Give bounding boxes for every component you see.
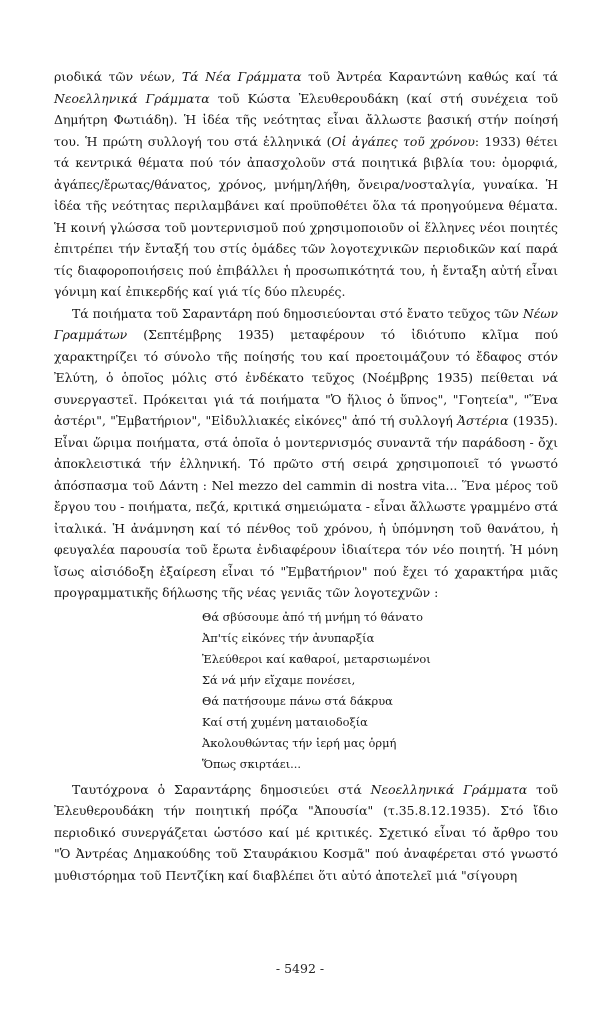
paragraph-3 bbox=[54, 779, 558, 887]
poem-line: Ἐλεύθεροι καί καθαροί, μεταρσιωμένοι bbox=[202, 651, 431, 666]
italic-title: Νεοελληνικά Γράμματα bbox=[54, 90, 210, 106]
poem-line: Σά νά μήν εἴχαμε πονέσει, bbox=[202, 672, 356, 687]
poem-line: Καί στή χυμένη ματαιοδοξία bbox=[202, 714, 368, 729]
poem-line: Ὅπως σκιρτάει... bbox=[202, 756, 302, 771]
page-body bbox=[54, 66, 558, 886]
italic-title: Ἀστέρια bbox=[457, 413, 509, 428]
text-run: τοῦ Κώστα Ἐλευθερουδάκη (καί στή συνέχεια τοῦ Δημήτρη Φωτιάδη). Ἡ ἰδέα τῆς νεότητας εἶναι ἄλλωστε βασική στήν ποίησή του. Ἡ πρώτη συλλογή του στά ἑλληνικά ( bbox=[54, 90, 558, 149]
page-number: - 5492 - bbox=[275, 961, 325, 976]
italic-title: Οἱ ἀγάπες τοῦ χρόνου bbox=[331, 133, 475, 149]
italic-title: Τά Νέα Γράμματα bbox=[181, 69, 302, 84]
text-run: τοῦ Ἐλευθερουδάκη τήν ποιητική πρόζα "Ἀπουσία" (τ.35.8.12.1935). Στό ἴδιο περιοδικό συνεργάζεται ὡστόσο καί μέ κριτικές. Σχετικό εἶναι τό ἄρθρο του "Ὁ Ἀντρέας Δημακούδης τοῦ Σταυράκιου Κοσμᾶ" πού ἀναφέρεται στό γνωστό μυθιστόρημα τοῦ Πεντζίκη καί διαβλέπει ὅτι αὐτό ἀποτελεῖ μιά "σίγουρη bbox=[54, 781, 558, 883]
poem-line: Θά πατήσουμε πάνω στά δάκρυα bbox=[202, 693, 393, 708]
poem-line: Ἀπ'τίς εἰκόνες τήν ἀνυπαρξία bbox=[202, 630, 375, 645]
text-run: Τά ποιήματα τοῦ Σαραντάρη πού δημοσιεύονται στό ἔνατο τεῦχος τῶν bbox=[72, 305, 523, 321]
text-run: Ταυτόχρονα ὁ Σαραντάρης δημοσιεύει στά bbox=[72, 781, 371, 797]
text-run: (Σεπτέμβρης 1935) μεταφέρουν τό ἰδιότυπο κλῖμα πού χαρακτηρίζει τό σύνολο τῆς ποίησής του καί προετοιμάζουν τό ἔδαφος στόν Ἐλύτη, ὁ ὁποῖος μόλις στό ἑνδέκατο τεῦχος (Νοέμβρης 1935) πείθεται νά συνεργαστεῖ. Πρόκειται γιά τά ποιήματα "Ὁ ἥλιος ὁ ὕπνος", "Γοητεία", "Ἕνα ἀστέρι", "Ἐμβατήριον", "Εἰδυλλιακές εἰκόνες" ἀπό τή συλλογή bbox=[54, 327, 558, 428]
poem-line: Ἀκολουθώντας τήν ἱερή μας ὁρμή bbox=[202, 735, 397, 750]
poem-line: Θά σβύσουμε ἀπό τή μνήμη τό θάνατο bbox=[202, 609, 423, 624]
italic-title: Νέων Γραμμάτων bbox=[54, 305, 558, 342]
text-run: τοῦ Ἀντρέα Καραντώνη καθώς καί τά bbox=[301, 69, 558, 84]
paragraph-2 bbox=[54, 303, 558, 604]
text-run: (1935). Εἶναι ὥριμα ποιήματα, στά ὁποῖα ὁ μοντερνισμός συναντᾶ τήν παράδοση - ὄχι ἀποκλειστικά τήν ἑλληνική. Τό πρῶτο στή σειρά χρησιμοποιεῖ τό γνωστό ἀπόσπασμα τοῦ Δάντη : Nel mezzo del cammin di nostra vita... Ἕνα μέρος τοῦ ἔργου του - ποιήματα, πεζά, κριτικά σημειώματα - εἶναι ἄλλωστε γραμμένο στά ἰταλικά. Ἡ ἀνάμνηση καί τό πένθος τοῦ χρόνου, ἡ ὑπόμνηση τοῦ θανάτου, ἡ φευγαλέα παρουσία τοῦ ἔρωτα ἐνδιαφέρουν ἰδιαίτερα τόν νέο ποιητή. Ἡ μόνη ἴσως αἰσιόδοξη ἐξαίρεση εἶναι τό "Ἐμβατήριον" πού ἔχει τό χαρακτήρα μιᾶς προγραμματικῆς δήλωσης τῆς νέας γενιᾶς τῶν λογοτεχνῶν : bbox=[54, 413, 558, 600]
text-run: ριοδικά τῶν νέων, bbox=[54, 69, 182, 84]
italic-title: Νεοελληνικά Γράμματα bbox=[370, 781, 528, 797]
paragraph-1 bbox=[54, 66, 558, 303]
text-run: : 1933) θέτει τά κεντρικά θέματα πού τόν ἀπασχολοῦν στά ποιητικά βιβλία του: ὀμορφιά, ἀγάπες/ἔρωτας/θάνατος, χρόνος, μνήμη/λήθη, ὄνειρα/νοσταλγία, γυναίκα. Ἡ ἰδέα τῆς νεότητας περιλαμβάνει καί προϋποθέτει ὅλα τά προηγούμενα θέματα. Ἡ κοινή γλώσσα τοῦ μοντερνισμοῦ πού χρησιμοποιοῦν οἱ ἕλληνες νέοι ποιητές ἐπιτρέπει τήν ἔνταξή του στίς ὁμάδες τῶν λογοτεχνικῶν περιοδικῶν καί παρά τίς διαφοροποιήσεις πού ἐπιβάλλει ἡ προσωπικότητά του, ἡ ἔνταξη αὐτή εἶναι γόνιμη καί ἐπικερδής καί γιά τίς δύο πλευρές. bbox=[54, 133, 559, 299]
poem-excerpt bbox=[202, 607, 558, 775]
